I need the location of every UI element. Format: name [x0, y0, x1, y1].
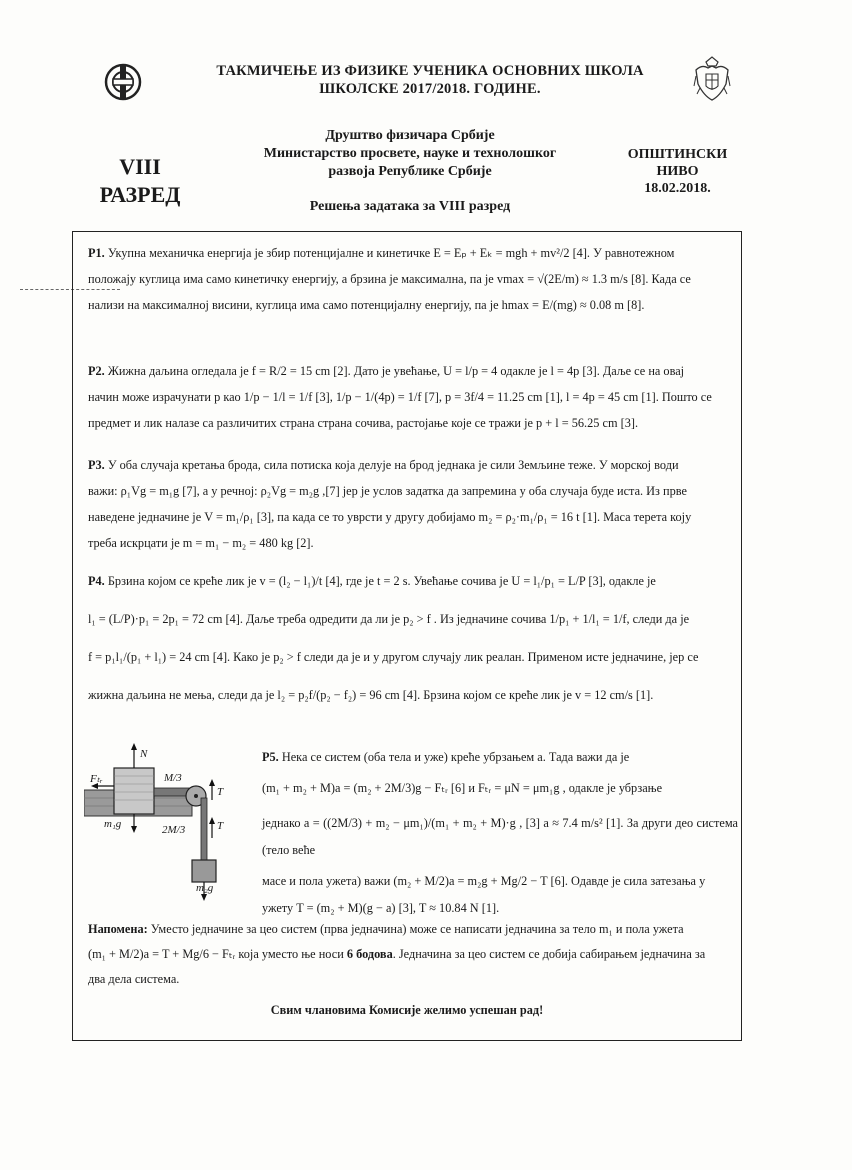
problem-3-line-2: важи: ρ₁Vg = m₁g [7], а у речној: ρ₂Vg = m₂g ,[7] јер је услов задатка да запремина у оба случаја буде иста. Из прве — [88, 484, 687, 498]
solutions-title: Решења задатака за VIII разред — [309, 199, 511, 214]
competition-title — [160, 62, 700, 98]
note-line-3: два дела система. — [88, 972, 180, 986]
label-normal-force: N — [140, 748, 148, 760]
problem-1-line-3: нализи на максималној висини, куглица има само потенцијалну енергију, па је hmax = E/(mg) ≈ 0.08 m [8]. — [88, 298, 645, 312]
problem-3-line-4: треба искрцати је m = m₁ − m₂ = 480 kg [2]. — [88, 536, 314, 550]
label-weight-m1: m₁g — [104, 818, 122, 830]
label-weight-m2: m₂g — [196, 882, 214, 894]
competition-level — [605, 146, 750, 197]
label-tension-top: T — [217, 786, 224, 798]
note-points: 6 бодова — [346, 947, 393, 961]
level-date: 18.02.2018. — [644, 181, 711, 196]
problem-3-line-1: У оба случаја кретања брода, сила потиска која делује на брод једнака је сили Земљине теже. У морској води — [107, 458, 679, 472]
org-line-1: Друштво физичара Србије — [325, 128, 495, 143]
org-line-3: развоја Републике Србије — [328, 164, 492, 179]
problem-5 — [262, 744, 738, 922]
problem-1 — [88, 240, 738, 318]
title-line-2: ШКОЛСКЕ 2017/2018. ГОДИНЕ. — [319, 81, 541, 97]
problem-4 — [88, 568, 738, 708]
problem-4-label: Р4. — [88, 574, 105, 588]
problem-3 — [88, 452, 738, 556]
problem-3-label: Р3. — [88, 458, 105, 472]
problem-4-line-1: Брзина којом се креће лик је v = (l₂ − l₁)/t [4], где је t = 2 s. Увећање сочива је U = l₁/p₁ = L/P [3], одакле је — [107, 574, 656, 588]
problem-5-line-3: једнако a = ((2M/3) + m₂ − μm₁)/(m₁ + m₂ + M)·g , [3] a ≈ 7.4 m/s² [1]. За други део система (тело веће — [262, 816, 738, 857]
organizers — [210, 127, 610, 181]
problem-1-line-1: Укупна механичка енергија је збир потенцијалне и кинетичке E = Eₚ + Eₖ = mgh + mv²/2 [4]. У равнотежном — [107, 246, 675, 260]
note-line-1: Уместо једначине за цео систем (прва једначина) може се написати једначина за тело m₁ и пола ужета — [150, 922, 684, 936]
problem-5-line-1: Нека се систем (оба тела и уже) креће убрзањем a. Тада важи да је — [281, 750, 630, 764]
note-label: Напомена: — [88, 922, 148, 936]
note-line-2c: . Једначина за цео систем се добија сабирањем једначина за — [392, 947, 706, 961]
problem-2-line-2: начин може израчунати p као 1/p − 1/l = 1/f [3], 1/p − 1/(4p) = 1/f [7], p = 3f/4 = 11.25 cm [1], l = 4p = 45 cm [1]. Пошто се — [88, 390, 712, 404]
level-line-2: НИВО — [656, 164, 699, 179]
problem-1-label: Р1. — [88, 246, 105, 260]
label-rope-two-thirds: 2M/3 — [162, 824, 186, 836]
problem-2-line-1: Жижна даљина огледала је f = R/2 = 15 cm [2]. Дато је увећање, U = l/p = 4 одакле је l = 4p [3]. Даље се на овај — [107, 364, 685, 378]
problem-5-line-4: масе и пола ужета) важи (m₂ + M/2)a = m₂g + Mg/2 − T [6]. Одавде је сила затезања у — [262, 874, 706, 888]
problem-5-line-5: ужету T = (m₂ + M)(g − a) [3], T ≈ 10.84 N [1]. — [262, 901, 500, 915]
note-line-2a: (m₁ + M/2)a = T + Mg/6 − Fₜᵣ која уместо ње носи — [88, 947, 347, 961]
grade-label — [80, 153, 200, 209]
problem-5-line-2: (m₁ + m₂ + M)a = (m₂ + 2M/3)g − Fₜᵣ [6] и Fₜᵣ = μN = μm₁g , одакле је убрзање — [262, 781, 663, 795]
problem-1-line-2: положају куглица има само кинетичку енергију, а брзина је максимална, па је vmax = √(2E/m) ≈ 1.3 m/s [8]. Када се — [88, 272, 691, 286]
note — [88, 917, 738, 992]
problem-2 — [88, 358, 738, 436]
level-line-1: ОПШТИНСКИ — [627, 147, 728, 162]
pulley-system-figure — [84, 742, 254, 902]
closing-message: Свим члановима Комисије желимо успешан рад! — [270, 1003, 544, 1017]
grade-word: РАЗРЕД — [99, 182, 181, 207]
grade-number: VIII — [119, 154, 161, 179]
problem-5-label: Р5. — [262, 750, 279, 764]
society-logo — [103, 62, 143, 102]
org-line-2: Министарство просвете, науке и технолошког — [263, 146, 557, 161]
label-friction: Fₜᵣ — [90, 773, 103, 785]
problem-4-line-4: жижна даљина не мења, следи да је l₂ = p₂f/(p₂ − f₂) = 96 cm [4]. Брзина којом се креће лик је v = 12 cm/s [1]. — [88, 688, 654, 702]
problem-3-line-3: наведене једначине је V = m₁/ρ₁ [3], па када се то уврсти у другу добијамо m₂ = ρ₂·m₁/ρ₁ = 16 t [1]. Маса терета коју — [88, 510, 692, 524]
label-rope-third: M/3 — [164, 772, 182, 784]
problem-4-line-2: l₁ = (L/P)·p₁ = 2p₁ = 72 cm [4]. Даље треба одредити да ли је p₂ > f . Из једначине сочива 1/p₁ + 1/l₁ = 1/f, следи да је — [88, 612, 690, 626]
label-tension-bottom: T — [217, 820, 224, 832]
problem-2-label: Р2. — [88, 364, 105, 378]
title-line-1: ТАКМИЧЕЊЕ ИЗ ФИЗИКЕ УЧЕНИКА ОСНОВНИХ ШКОЛА — [216, 63, 644, 79]
problem-2-line-3: предмет и лик налазе са различитих страна страна сочива, растојање које се тражи је p + l = 56.25 cm [3]. — [88, 416, 639, 430]
problem-4-line-3: f = p₁l₁/(p₁ + l₁) = 24 cm [4]. Како је p₂ > f следи да је и у другом случају лик реалан. Применом исте једначине, јер се — [88, 650, 699, 664]
